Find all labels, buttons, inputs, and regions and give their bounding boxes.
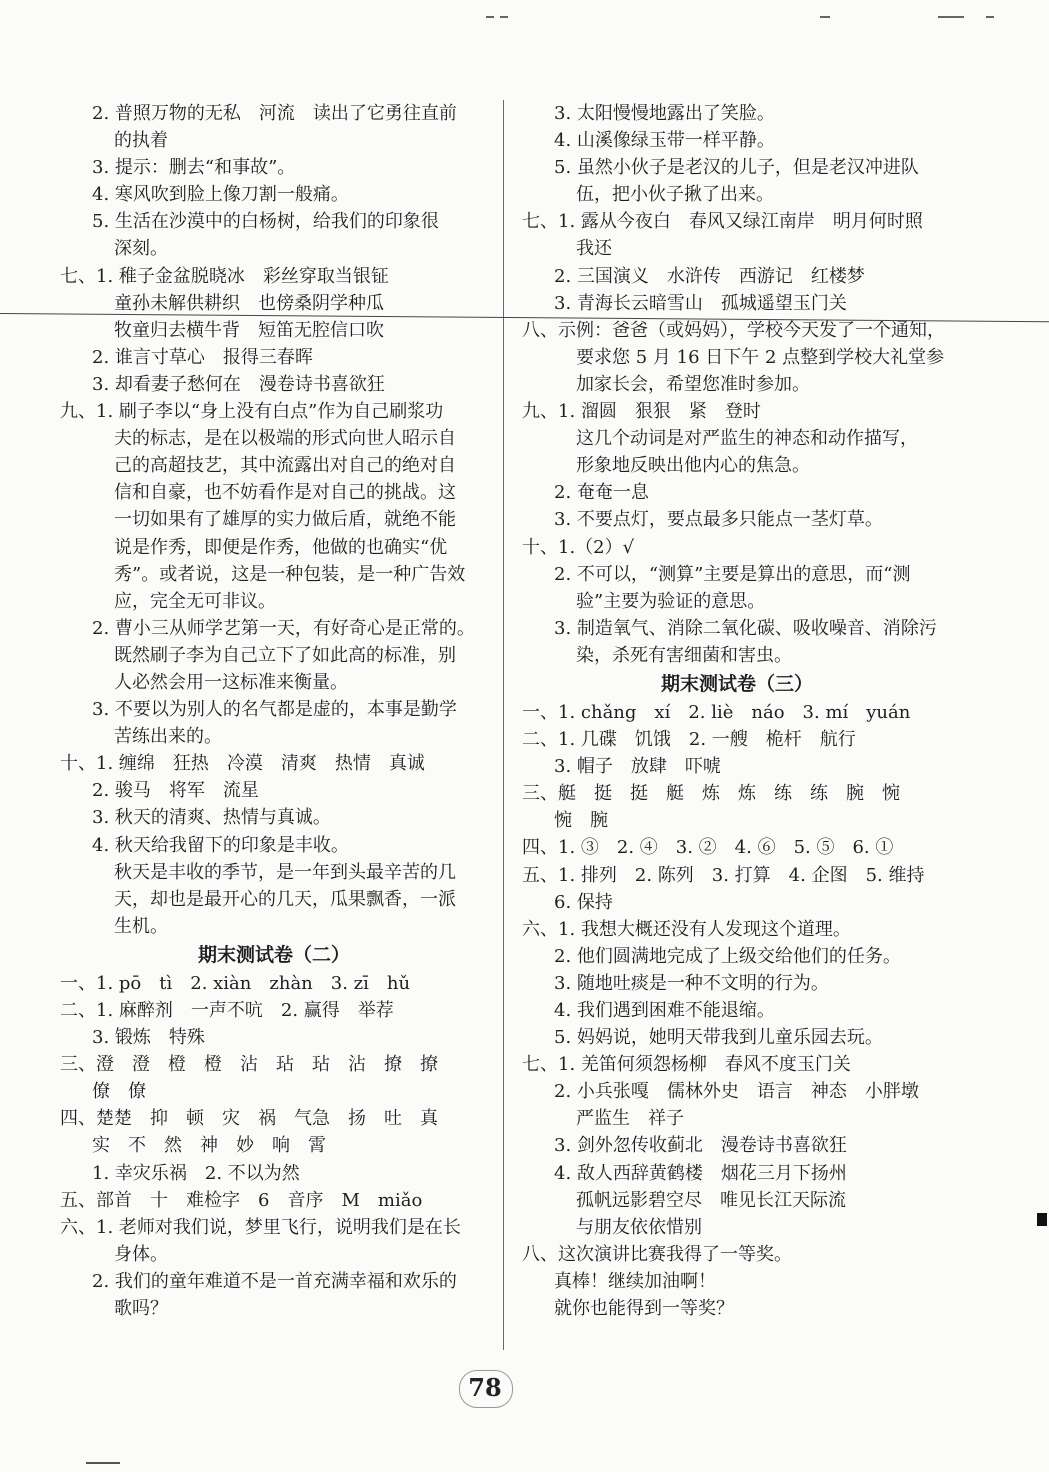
answer-line: 要求您 5 月 16 日下午 2 点整到学校大礼堂参 — [576, 346, 945, 368]
answer-line: 5. 生活在沙漠中的白杨树，给我们的印象很 — [92, 211, 439, 233]
answer-line: 4. 寒风吹到脸上像刀割一般痛。 — [92, 184, 349, 206]
answer-line: 4. 秋天给我留下的印象是丰收。 — [92, 834, 349, 856]
answer-line: 3. 不要点灯，要点最多只能点一茎灯草。 — [554, 509, 883, 531]
answer-line: 3. 提示：删去“和事故”。 — [92, 157, 296, 179]
answer-line: 2. 我们的童年难道不是一首充满幸福和欢乐的 — [92, 1270, 457, 1292]
answer-line: 这几个动词是对严监生的神态和动作描写， — [576, 428, 918, 450]
column-divider — [503, 100, 504, 1350]
answer-line: 2. 奄奄一息 — [554, 482, 649, 504]
answer-line: 2. 谁言寸草心 报得三春晖 — [92, 346, 313, 368]
answer-line: 牧童归去横牛背 短笛无腔信口吹 — [114, 319, 384, 341]
answer-line: 歌吗？ — [114, 1298, 168, 1320]
answer-line: 身体。 — [114, 1243, 168, 1265]
answer-line: 九、1. 刷子李以“身上没有白点”作为自己刷浆功 — [60, 401, 444, 423]
answer-line: 4. 敌人西辞黄鹤楼 烟花三月下扬州 — [554, 1162, 847, 1184]
answer-line: 6. 保持 — [554, 891, 613, 913]
answer-line: 3. 秋天的清爽、热情与真诚。 — [92, 807, 331, 829]
answer-line: 四、1. ③ 2. ④ 3. ② 4. ⑥ 5. ⑤ 6. ① — [522, 837, 894, 859]
answer-line: 天，却也是最开心的几天，瓜果飘香，一派 — [114, 888, 456, 910]
answer-line: 加家长会，希望您准时参加。 — [576, 373, 810, 395]
answer-line: 夫的标志，是在以极端的形式向世人昭示自 — [114, 428, 456, 450]
answer-line: 秋天是丰收的季节，是一年到头最辛苦的几 — [114, 861, 456, 883]
answer-column-left — [60, 100, 488, 1322]
answer-line: 二、1. 几碟 饥饿 2. 一艘 桅杆 航行 — [522, 729, 856, 751]
answer-line: 3. 太阳慢慢地露出了笑脸。 — [554, 103, 775, 124]
answer-line: 说是作秀，即便是作秀，他做的也确实“优 — [114, 536, 448, 558]
answer-line: 秀”。或者说，这是一种包装，是一种广告效 — [114, 563, 466, 585]
answer-line: 二、1. 麻醉剂 一声不吭 2. 赢得 举荐 — [60, 1000, 394, 1021]
answer-line: 2. 三国演义 水浒传 西游记 红楼梦 — [554, 265, 865, 287]
answer-line: 七、1. 稚子金盆脱晓冰 彩丝穿取当银钲 — [60, 265, 389, 287]
answer-line: 3. 锻炼 特殊 — [92, 1027, 205, 1049]
answer-line: 2. 他们圆满地完成了上级交给他们的任务。 — [554, 945, 901, 967]
answer-line: 一、1. chǎng xí 2. liè náo 3. mí yuán — [522, 701, 911, 723]
answer-line: 1. 幸灾乐祸 2. 不以为然 — [92, 1162, 300, 1184]
answer-line: 三、艇 挺 挺 艇 炼 炼 练 练 腕 惋 — [522, 783, 900, 805]
answer-line: 生机。 — [114, 915, 168, 937]
answer-line: 3. 却看妻子愁何在 漫卷诗书喜欲狂 — [92, 373, 385, 395]
answer-line: 我还 — [576, 238, 612, 260]
answer-line: 深刻。 — [114, 238, 168, 260]
answer-line: 孤帆远影碧空尽 唯见长江天际流 — [576, 1189, 846, 1211]
answer-line: 真棒！继续加油啊！ — [554, 1270, 716, 1292]
answer-line: 七、1. 羌笛何须怨杨柳 春风不度玉门关 — [522, 1054, 851, 1076]
answer-line: 2. 不可以，“测算”主要是算出的意思，而“测 — [554, 563, 911, 585]
answer-line: 4. 山溪像绿玉带一样平静。 — [554, 130, 775, 152]
answer-line: 3. 青海长云暗雪山 孤城遥望玉门关 — [554, 292, 847, 314]
answer-line: 与朋友依依惜别 — [576, 1216, 702, 1238]
answer-line: 3. 剑外忽传收蓟北 漫卷诗书喜欲狂 — [554, 1135, 847, 1157]
answer-line: 2. 普照万物的无私 河流 读出了它勇往直前 — [92, 103, 457, 124]
answer-line: 七、1. 露从今夜白 春风又绿江南岸 明月何时照 — [522, 211, 923, 233]
answer-line: 十、1.（2）√ — [522, 536, 635, 558]
answer-line: 5. 妈妈说，她明天带我到儿童乐园去玩。 — [554, 1027, 883, 1049]
answer-line: 六、1. 老师对我们说，梦里飞行，说明我们是在长 — [60, 1216, 461, 1238]
answer-line: 信和自豪，也不妨看作是对自己的挑战。这 — [114, 482, 456, 504]
answer-column-right — [522, 100, 952, 1322]
edge-registration-mark — [1037, 1213, 1047, 1226]
answer-line: 3. 随地吐痰是一种不文明的行为。 — [554, 972, 829, 994]
answer-line: 八、这次演讲比赛我得了一等奖。 — [522, 1243, 792, 1265]
answer-line: 3. 不要以为别人的名气都是虚的，本事是勤学 — [92, 699, 457, 721]
answer-line: 童孙未解供耕织 也傍桑阴学种瓜 — [114, 292, 384, 314]
answer-line: 3. 帽子 放肆 吓唬 — [554, 756, 721, 778]
answer-line: 三、澄 澄 橙 橙 沾 玷 玷 沾 撩 撩 — [60, 1054, 438, 1076]
answer-line: 惋 腕 — [554, 810, 608, 832]
section-title: 期末测试卷（三） — [660, 672, 813, 695]
answer-line: 九、1. 溜圆 狠狠 紧 登时 — [522, 401, 761, 423]
answer-line: 苦练出来的。 — [114, 726, 222, 748]
top-scan-marks — [0, 10, 1049, 24]
page-number: 78 — [455, 1368, 515, 1408]
answer-line: 五、1. 排列 2. 陈列 3. 打算 4. 企图 5. 维持 — [522, 864, 925, 886]
answer-line: 2. 小兵张嘎 儒林外史 语言 神态 小胖墩 — [554, 1081, 919, 1103]
answer-line: 2. 曹小三从师学艺第一天，有好奇心是正常的。 — [92, 617, 475, 639]
bottom-scan-mark — [86, 1462, 120, 1464]
answer-line: 己的高超技艺，其中流露出对自己的绝对自 — [114, 455, 456, 477]
answer-line: 3. 制造氧气、消除二氧化碳、吸收噪音、消除污 — [554, 617, 937, 639]
answer-line: 八、示例：爸爸（或妈妈），学校今天发了一个通知， — [522, 319, 945, 341]
answer-line: 验”主要为验证的意思。 — [576, 590, 766, 612]
answer-line: 的执着 — [114, 130, 168, 152]
answer-line: 一切如果有了雄厚的实力做后盾，就绝不能 — [114, 509, 456, 531]
section-title: 期末测试卷（二） — [197, 943, 350, 966]
answer-line: 僚 僚 — [92, 1081, 146, 1103]
answer-line: 染，杀死有害细菌和害虫。 — [576, 644, 792, 666]
answer-line: 既然刷子李为自己立下了如此高的标准，别 — [114, 644, 456, 666]
answer-line: 严监生 祥子 — [576, 1108, 684, 1130]
answer-line: 五、部首 十 难检字 6 音序 M miǎo — [60, 1189, 423, 1211]
answer-line: 应，完全无可非议。 — [114, 590, 276, 612]
answer-line: 六、1. 我想大概还没有人发现这个道理。 — [522, 918, 851, 940]
answer-line: 5. 虽然小伙子是老汉的儿子，但是老汉冲进队 — [554, 157, 919, 179]
answer-line: 伍，把小伙子揪了出来。 — [576, 184, 774, 206]
answer-line: 十、1. 缠绵 狂热 冷漠 清爽 热情 真诚 — [60, 753, 425, 775]
answer-line: 就你也能得到一等奖？ — [554, 1298, 734, 1320]
answer-line: 4. 我们遇到困难不能退缩。 — [554, 1000, 775, 1021]
answer-line: 一、1. pō tì 2. xiàn zhàn 3. zī hǔ — [60, 972, 411, 994]
answer-line: 人必然会用一这标准来衡量。 — [114, 671, 348, 693]
answer-line: 形象地反映出他内心的焦急。 — [576, 455, 810, 477]
answer-line: 四、楚楚 抑 顿 灾 祸 气急 扬 吐 真 — [60, 1108, 438, 1130]
answer-line: 实 不 然 神 妙 响 霄 — [92, 1135, 326, 1157]
answer-line: 2. 骏马 将军 流星 — [92, 780, 259, 802]
